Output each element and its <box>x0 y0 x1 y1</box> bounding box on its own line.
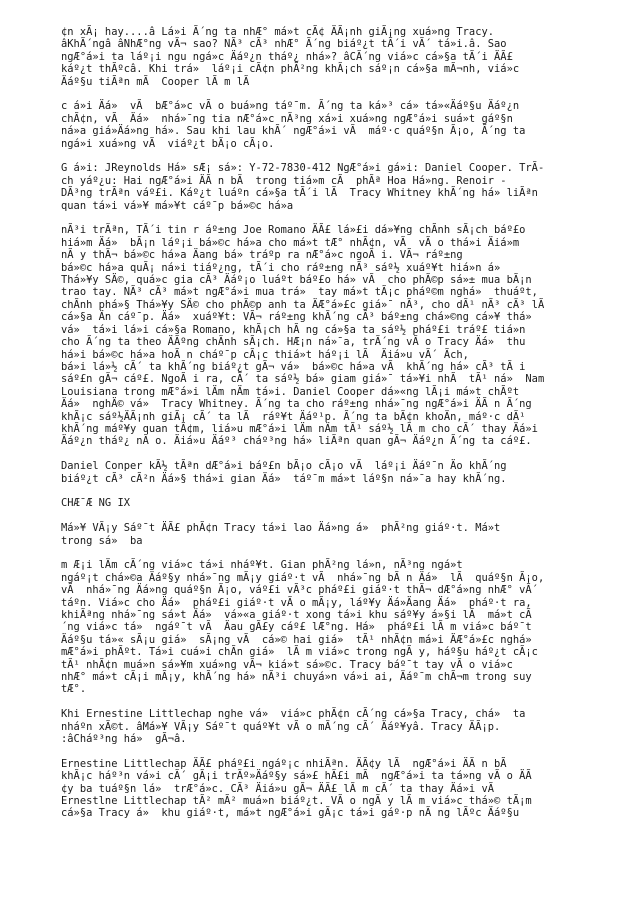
paragraph-5: Daniel Conper kÃ½ tÃªn dÆ°á»i báº£n bÃ¡o cÃ¡o vÃ láº¡i Äáº¯n Äo khÃ´ng biáº¿t cÃ³ cÃ²n Äá»§ thá»i gian Äá» táº¯m má»t láº§n ná»¯a hay khÃ´ng. <box>61 460 507 485</box>
paragraph-8: Khi Ernestine Littlechap nghe vá» viá»c phÃ¢n cÃ´ng cá»§a Tracy, chá» ta nháºn xÃ©t. âMá»¥ VÃ¡y Sáº¯t quáº¥t vÃ o mÃ´ng cÃ´ Äáº¥yâ. Tracy ÄÃ¡p. :âCháº³ng há» gÃ¬â. <box>61 708 526 746</box>
paragraph-4: nÃ³i trÃªn, TÃ´i tin r áº±ng Joe Romano ÄÃ£ lá»£i dá»¥ng chÃnh sÃ¡ch báº£o hiá»m Äá» bÃ¡n láº¡i bá»©c há»a cho má»t tÆ° nhÃ¢n, vÃ vÃ o thá»i Äiá»m nÃ y thÃ¬ bá»©c há»a Äang bá» tráºp ra nÆ°á»c ngoÃ i. VÃ¬ ráº±ng bá»©c há»a quÃ¡ ná»i tiáº¿ng, tÃ´i cho ráº±ng nÃ³ sáº½ xuáº¥t hiá»n á» Thá»¥y SÄ©, quá»c gia cÃ³ Äáº¡o luáºt báº£o há» vÃ cho phÃ©p sá»± mua bÃ¡n trao tay. NÃ³ cÃ³ má»t ngÆ°á»i mua trá» tay má»t tÃ¡c pháº©m nghá» thuáºt, chÃnh phá»§ Thá»¥y SÄ© cho phÃ©p anh ta ÄÆ°á»£c giá»¯ nÃ³, cho dÃ¹ nÃ³ cÃ³ lÃ cá»§a Än cáº¯p. Äá» xuáº¥t: VÃ¬ ráº±ng khÃ´ng cÃ³ báº±ng chá»©ng cá»¥ thá» vá» tá»i lá»i cá»§a Romano, khÃ¡ch hÃ ng cá»§a ta sáº½ pháº£i tráº£ tiá»n cho Ã´ng ta theo ÄÃºng chÃnh sÃ¡ch. HÆ¡n ná»¯a, trÃ´ng vÃ o Tracy Äá» thu há»i bá»©c há»a hoÃ n cháº¯p cÃ¡c thiá»t háº¡i lÃ Äiá»u vÃ´ Ãch, bá»i lá»½ cÃ´ ta khÃ´ng biáº¿t gÃ¬ vá» bá»©c há»a vÃ khÃ´ng há» cÃ³ tÃ i sáº£n gÃ¬ cáº£. NgoÃ i ra, cÃ´ ta sáº½ bá» giam giá»¯ tá»¥i nhÃ tÃ¹ ná» Nam Louisiana trong mÆ°á»i lÄm nÄm tá»i. Daniel Cooper dá»«ng lÃ¡i má»t chÃºt Äá» nghÄ© vá» Tracy Whitney. Ã´ng ta cho ráº±ng nhá»¯ng ngÆ°á»i ÄÃ n Ã´ng khÃ¡c sáº½ÄÃ¡nh giÃ¡ cÃ´ ta lÃ ráº¥t Äáº¹p. Ã´ng ta bÃ¢n khoÄn, máº·c dÃ¹ khÃ´ng máº¥y quan tÃ¢m, liá»u mÆ°á»i lÄm nÄm tÃ¹ sáº½ lÃ m cho cÃ´ thay Äá»i Äáº¿n tháº¿ nÃ o. Äiá»u Äáº³ cháº³ng há» liÃªn quan gÃ¬ Äáº¿n Ã´ng ta cáº£. <box>61 224 545 448</box>
paragraph-3: G á»i: JReynolds Há» sÆ¡ sá»: Y-72-7830-412 NgÆ°á»i gá»i: Daniel Cooper. TrÃ- ch yáº¿u: Hai ngÆ°á»i ÄÃ n bÃ trong tiá»m cÃ phÃª Hoa Há»ng. Renoir - DÃ³ng trÃªn váº£i. Káº¿t luáºn cá»§a tÃ´i lÃ Tracy Whitney khÃ´ng há» liÃªn quan tá»i vá»¥ má»¥t cáº¯p bá»©c há»a <box>61 162 545 212</box>
chapter-heading: CHÆ¯Æ NG IX <box>61 497 131 510</box>
paragraph-9: Ernestine Littlechap ÄÃ£ pháº£i ngáº¡c nhiÃªn. ÄÃ¢y lÃ ngÆ°á»i ÄÃ n bÃ khÃ¡c háº³n vá»i cÃ´ gÃ¡i trÃº»Äáº§y sá»£ hÃ£i mÃ ngÆ°á»i ta tá»ng vÃ o ÄÃ ¢y ba tuáº§n lá» trÆ°á»c. CÃ³ Äiá»u gÃ¬ ÄÃ£ lÃ m cÃ´ ta thay Äá»i vÃ Ernestlne Littlechap tÃ² mÃ² muá»n biáº¿t. VÃ o ngÃ y lÃ m viá»c thá»© tÃ¡m cá»§a Tracy á» khu giáº·t, má»t ngÆ°á»i gÃ¡c tá»i gáº·p nÃ ng lÃºc Äáº§u <box>61 757 532 820</box>
paragraph-1: ¢n xÃ¡ hay....â Lá»i Ã´ng ta nhÆ° má»t cÃ¢ ÄÃ¡nh giÃ¡ng xuá»ng Tracy. âKhÃ´ngâ âNhÆ°ng vÃ¬ sao? NÃ³ cÃ³ nhÆ° Ã´ng biáº¿t tÃ´i vÃ´ tá»i.â. Sao ngÆ°á»i ta láº¡i ngu ngá»c Äáº¿n tháº¿ nhá»? âCÃ´ng viá»c cá»§a tÃ´i ÄÃ£ káº¿t thÃºcâ. Khi trá» láº¡i cÃ¢n phÃ²ng khÃ¡ch sáº¡n cá»§a mÃ¬nh, viá»c Äáº§u tiÃªn mÃ Cooper lÃ m lÃ <box>61 26 520 88</box>
paragraph-7: m Æ¡i lÄm cÃ´ng viá»c tá»i nháº¥t. Gian phÃ²ng lá»n, nÃ³ng ngá»t ngáº¡t chá»©a Äáº§y nhá»¯ng mÃ¡y giáº·t vÃ nhá»¯ng bÃ n Äá» lÃ quáº§n Ã¡o, vÃ nhá»¯ng Äá»ng quáº§n Ã¡o, váº£i vÃ³c pháº£i giáº·t thÃ¬ dÆ°á»ng nhÆ° vÃ´ táºn. Viá»c cho Äá» pháº£i giáº·t vÃ o mÃ¡y, láº¥y Äá»Äang Äá» pháº·t ra, khiÃªng nhá»¯ng sá»t Äá» vá»«a giáº·t xong tá»i khu sáº¥y á»§i lÃ má»t cÃ ´ng viá»c tá» ngáº¯t vÃ Äau gÃ£y cáº£ lÆ°ng. Há» pháº£i lÃ m viá»c báº¯t Äáº§u tá»« sÃ¡u giá» sÃ¡ng vÃ cá»© hai giá» tÃ¹ nhÃ¢n má»i ÄÆ°á»£c nghá» mÆ°á»i phÃºt. Tá»i cuá»i chÃn giá» lÃ m viá»c trong ngÃ y, háº§u háº¿t cÃ¡c tÃ¹ nhÃ¢n muá»n sá»¥m xuá»ng vÃ¬ kiá»t sá»©c. Tracy báº¯t tay vÃ o viá»c nhÆ° má»t cÃ¡i mÃ¡y, khÃ´ng há» nÃ³i chuyá»n vá»i ai, Äáº¯m chÃ¬m trong suy tÆ°. <box>61 559 545 696</box>
paragraph-2: c á»i Äá» vÃ bÆ°á»c vÃ o buá»ng táº¯m. Ã´ng ta ká»³ cá» tá»«Äáº§u Äáº¿n chÃ¢n, vÃ Äá» nhá»¯ng tia nÆ°á»c nÃ³ng xá»i xuá»ng ngÆ°á»i suá»t gáº§n ná»a giá»Äá»ng há». Sau khi lau khÃ´ ngÆ°á»i vÃ máº·c quáº§n Ã¡o, Ã´ng ta ngá»i xuá»ng vÃ viáº¿t bÃ¡o cÃ¡o. <box>61 100 526 150</box>
paragraph-6: Má»¥ VÃ¡y Sáº¯t ÄÃ£ phÃ¢n Tracy tá»i lao Äá»ng á» phÃ²ng giáº·t. Má»t trong sá» ba <box>61 522 501 547</box>
